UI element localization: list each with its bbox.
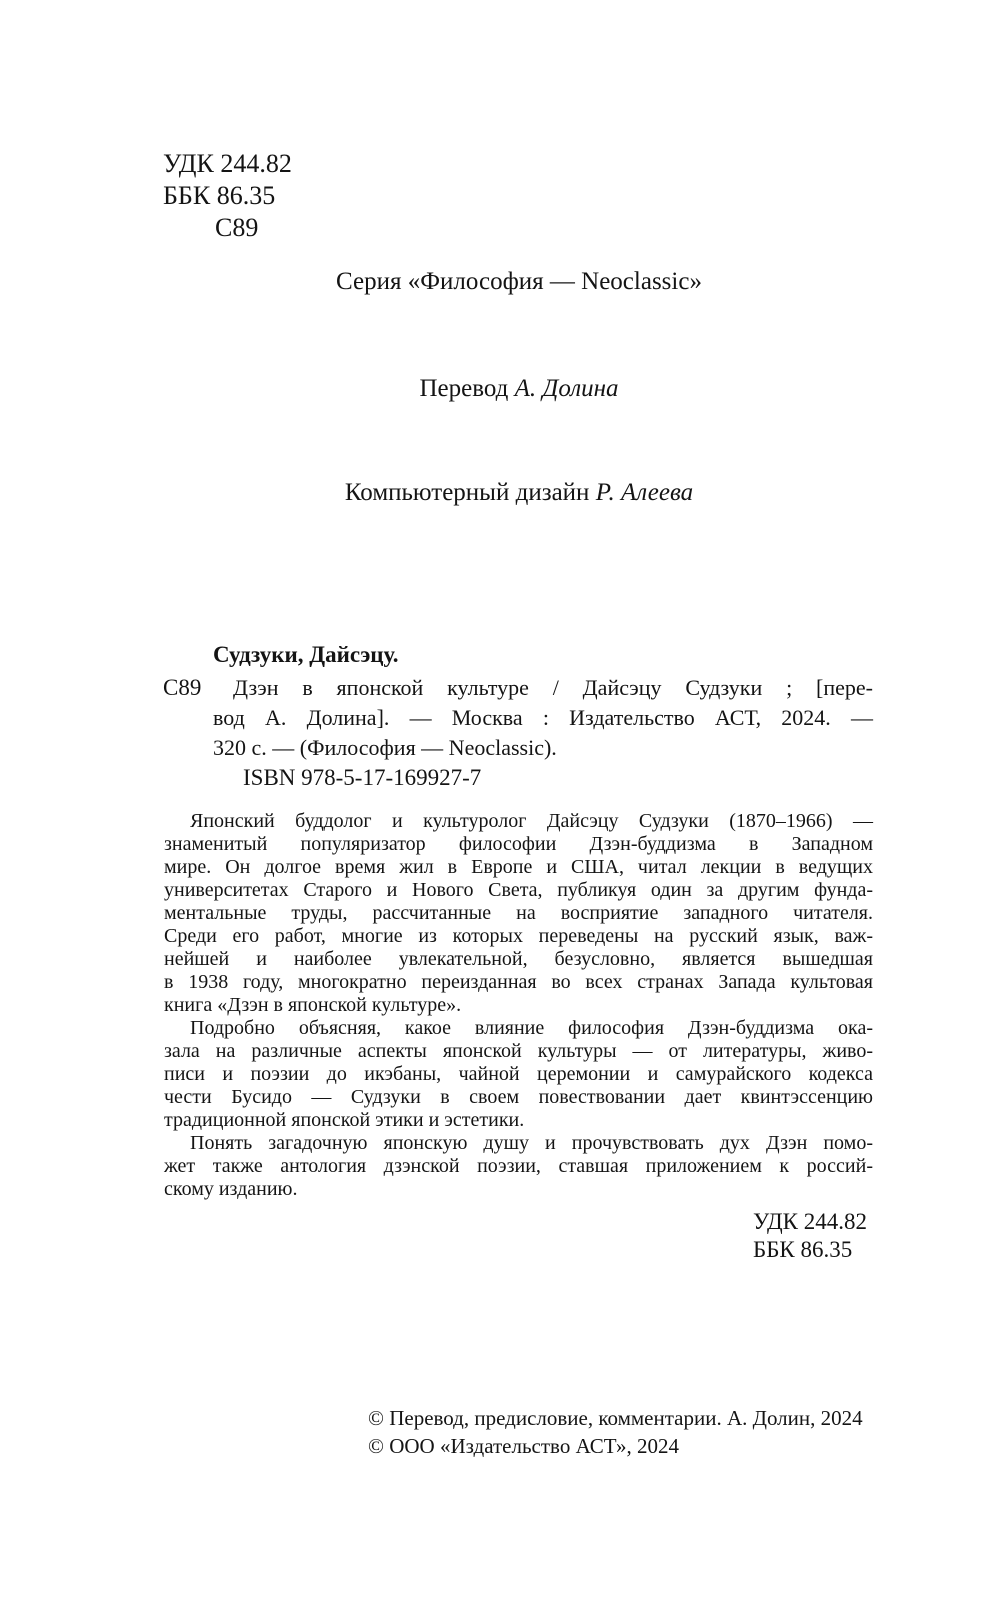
- series-title: Серия «Философия — Neoclassic»: [336, 268, 702, 295]
- annotation-line: ментальные труды, рассчитанные на восприятие западного читателя.: [164, 902, 873, 924]
- catalog-author-sign: С89: [163, 675, 202, 700]
- translator-name: А. Долина: [514, 375, 619, 402]
- bbk-code-bottom: ББК 86.35: [753, 1237, 853, 1262]
- annotation-line: мире. Он долгое время жил в Европе и США, читал лекции в ведущих: [164, 856, 873, 878]
- annotation-line: Среди его работ, многие из которых переведены на русский язык, важ-: [164, 925, 873, 947]
- annotation-text: [164, 810, 873, 1201]
- bbk-code: ББК 86.35: [163, 181, 276, 210]
- annotation-line: нейшей и наиболее увлекательной, безусловно, является вышедшая: [164, 948, 873, 970]
- annotation-line: зала на различные аспекты японской культуры — от литературы, живо-: [164, 1040, 873, 1062]
- copyright-line: © Перевод, предисловие, комментарии. А. Долин, 2024: [368, 1406, 863, 1430]
- copyright-line: © ООО «Издательство АСТ», 2024: [368, 1434, 679, 1458]
- annotation-line: традиционной японской этики и эстетики.: [164, 1109, 525, 1131]
- annotation-line: знаменитый популяризатор философии Дзэн-буддизма в Западном: [164, 833, 873, 855]
- designer-name: Р. Алеева: [595, 479, 694, 506]
- translation-credit-label: Перевод: [419, 375, 515, 402]
- author-sign-code: С89: [215, 213, 259, 242]
- annotation-line: университетах Старого и Нового Света, публикуя один за другим фунда-: [164, 879, 873, 901]
- annotation-line: книга «Дзэн в японской культуре».: [164, 994, 462, 1016]
- catalog-card-line: Дзэн в японской культуре / Дайсэцу Судзуки ; [пере-: [233, 675, 873, 700]
- translation-credit: [164, 375, 874, 403]
- annotation-line: в 1938 году, многократно переизданная во всех странах Запада культовая: [164, 971, 873, 993]
- annotation-line: Японский буддолог и культуролог Дайсэцу Судзуки (1870–1966) —: [190, 810, 873, 832]
- annotation-line: жет также антология дзэнской поэзии, ставшая приложением к россий-: [164, 1155, 873, 1177]
- top-classification-block: [163, 148, 292, 244]
- annotation-line: Понять загадочную японскую душу и прочувствовать дух Дзэн помо-: [190, 1132, 873, 1154]
- catalog-card-line: 320 с. — (Философия — Neoclassic).: [213, 735, 557, 760]
- udk-code-bottom: УДК 244.82: [753, 1209, 867, 1234]
- annotation-line: чести Бусидо — Судзуки в своем повествовании дает квинтэссенцию: [164, 1086, 873, 1108]
- design-credit: [164, 479, 874, 507]
- annotation-line: Подробно объясняя, какое влияние философия Дзэн-буддизма ока-: [190, 1017, 873, 1039]
- catalog-card-description: [213, 673, 873, 763]
- design-credit-label: Компьютерный дизайн: [344, 479, 596, 506]
- bottom-classification-block: [753, 1208, 867, 1264]
- annotation-line: скому изданию.: [164, 1178, 298, 1200]
- isbn-number: ISBN 978-5-17-169927-7: [243, 765, 482, 790]
- catalog-card-line: вод А. Долина]. — Москва : Издательство АСТ, 2024. —: [213, 705, 873, 730]
- udk-code: УДК 244.82: [163, 149, 292, 178]
- copyright-block: [368, 1404, 863, 1460]
- annotation-line: писи и поэзии до икэбаны, чайной церемонии и самурайского кодекса: [164, 1063, 873, 1085]
- catalog-author-heading: Судзуки, Дайсэцу.: [213, 642, 399, 667]
